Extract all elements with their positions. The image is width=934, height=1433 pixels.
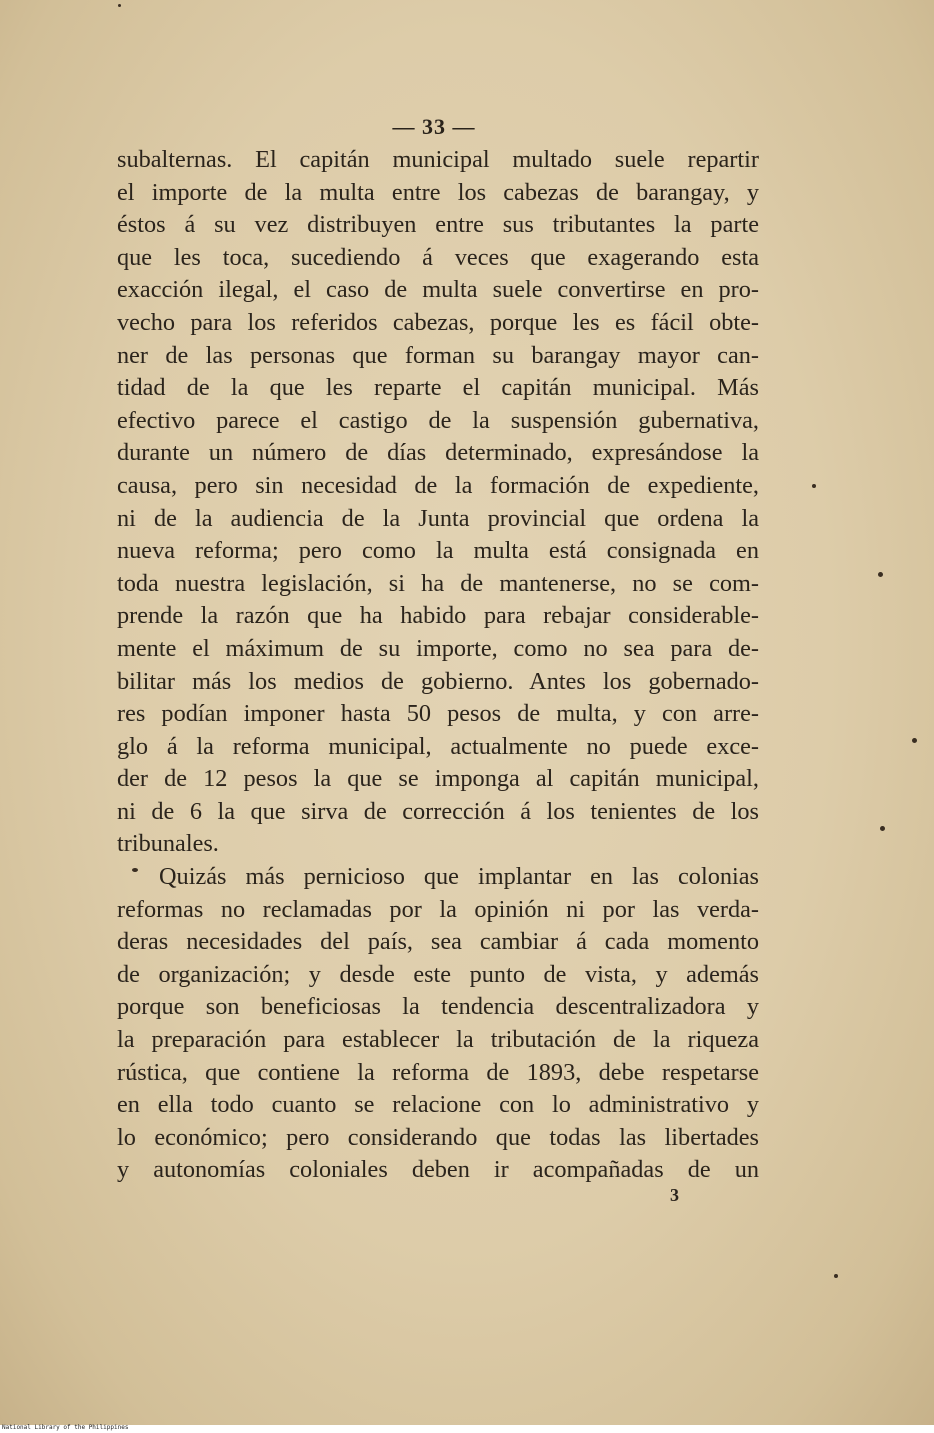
text-line: tidad de la que les reparte el capitán municipal. Más	[117, 374, 759, 402]
text-line: que les toca, sucediendo á veces que exagerando esta	[117, 243, 759, 271]
text-line: tribunales.	[117, 830, 219, 858]
text-line: de organización; y desde este punto de vista, y además	[117, 960, 759, 988]
text-line: subalternas. El capitán municipal multado suele repartir	[117, 146, 759, 173]
signature-mark: 3	[670, 1185, 679, 1205]
paper-speck	[812, 484, 816, 488]
text-line: vecho para los referidos cabezas, porque les es fácil obte-	[117, 308, 759, 336]
text-line: ni de 6 la que sirva de corrección á los tenientes de los	[117, 797, 759, 825]
text-line: deras necesidades del país, sea cambiar á cada momento	[117, 928, 759, 956]
text-line: durante un número de días determinado, expresándose la	[117, 439, 759, 467]
text-line: toda nuestra legislación, si ha de mantenerse, no se com-	[117, 569, 759, 597]
paper-speck	[912, 738, 917, 743]
text-line: res podían imponer hasta 50 pesos de multa, y con arre-	[117, 700, 759, 728]
text-line: causa, pero sin necesidad de la formación de expediente,	[117, 471, 759, 499]
text-line: glo á la reforma municipal, actualmente no puede exce-	[117, 732, 759, 760]
text-line: nueva reforma; pero como la multa está consignada en	[117, 537, 759, 565]
text-line: la preparación para establecer la tributación de la riqueza	[117, 1026, 759, 1054]
text-line: reformas no reclamadas por la opinión ni por las verda-	[117, 895, 759, 923]
text-line: mente el máximum de su importe, como no sea para de-	[117, 634, 759, 662]
text-line: exacción ilegal, el caso de multa suele convertirse en pro-	[117, 276, 759, 304]
text-line: Quizás más pernicioso que implantar en las colonias	[159, 863, 759, 891]
text-line: en ella todo cuanto se relacione con lo administrativo y	[117, 1091, 759, 1119]
text-line: bilitar más los medios de gobierno. Antes los gobernado-	[117, 667, 759, 695]
text-line: porque son beneficiosas la tendencia descentralizadora y	[117, 993, 759, 1021]
paper-speck	[878, 572, 883, 577]
paper-speck	[880, 826, 885, 831]
text-line: éstos á su vez distribuyen entre sus tributantes la parte	[117, 211, 759, 239]
footer-bar	[0, 1425, 934, 1433]
text-line: ner de las personas que forman su barangay mayor can-	[117, 341, 759, 369]
text-line: el importe de la multa entre los cabezas de barangay, y	[117, 178, 759, 206]
text-line: der de 12 pesos la que se imponga al capitán municipal,	[117, 765, 759, 793]
text-line: efectivo parece el castigo de la suspensión gubernativa,	[117, 406, 759, 434]
footer-credit: National Library of the Philippines	[2, 1424, 129, 1431]
text-line: ni de la audiencia de la Junta provincial que ordena la	[117, 504, 759, 532]
body-text	[117, 144, 759, 1187]
text-line: rústica, que contiene la reforma de 1893, debe respetarse	[117, 1058, 759, 1086]
paper-speck	[118, 4, 121, 7]
page-number: — 33 —	[392, 114, 476, 139]
paper-speck	[132, 868, 138, 872]
paper-speck	[834, 1274, 838, 1278]
text-line: lo económico; pero considerando que todas las libertades	[117, 1123, 759, 1151]
text-line: prende la razón que ha habido para rebajar considerable-	[117, 602, 759, 630]
text-line: y autonomías coloniales deben ir acompañadas de un	[117, 1156, 759, 1184]
